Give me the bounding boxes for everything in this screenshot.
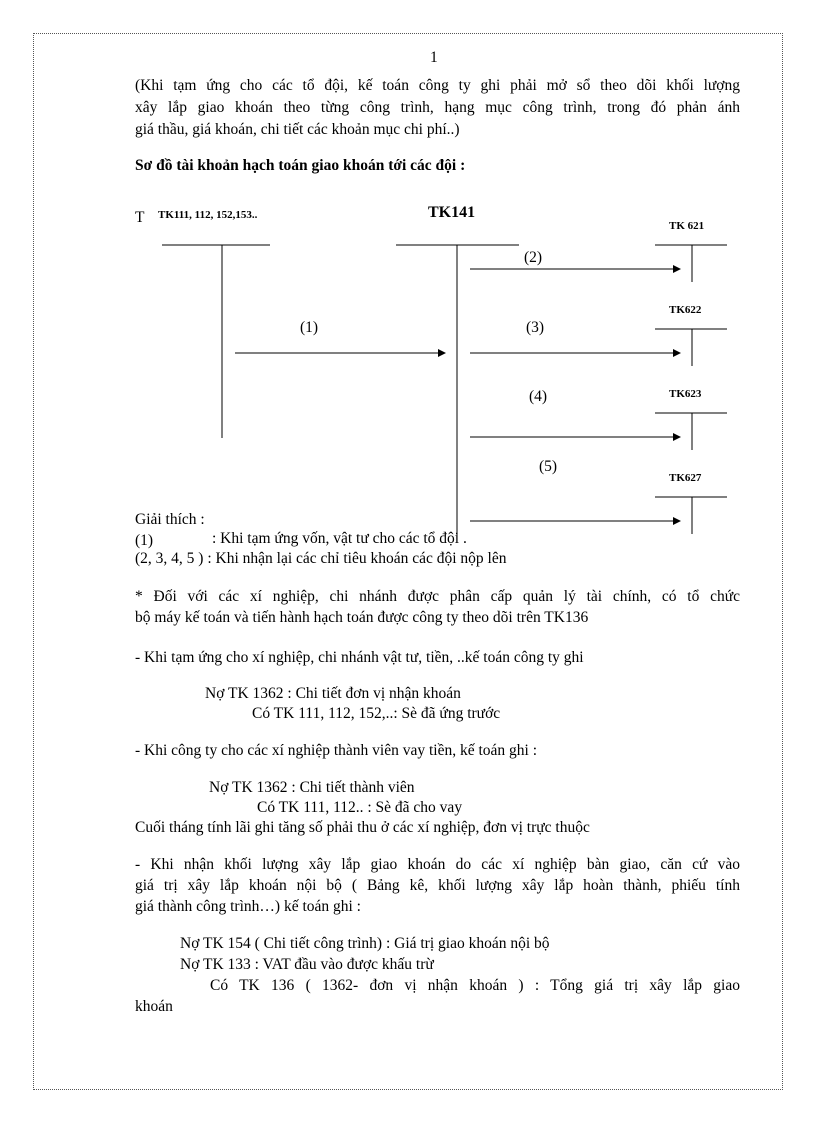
left-prefix: T xyxy=(135,209,145,226)
entry3-credit-cont: khoán xyxy=(135,998,173,1015)
diagram-title: Sơ đồ tài khoản hạch toán giao khoán tới các đội : xyxy=(135,157,466,174)
arrow-label-4: (4) xyxy=(529,388,548,405)
explanation-text-1: : Khi tạm ứng vốn, vật tư cho các tổ đội . xyxy=(212,530,467,547)
intro-line-3: giá thầu, giá khoán, chi tiết các khoản mục chi phí..) xyxy=(135,121,460,138)
handover-line-2: giá trị xây lắp khoán nội bộ ( Bảng kê, khối lượng xây lắp hoàn thành, phiếu tính xyxy=(135,877,740,894)
entry2-credit: Có TK 111, 112.. : Sè đã cho vay xyxy=(257,799,463,816)
entry1-credit: Có TK 111, 112, 152,..: Sè đã ứng trước xyxy=(252,705,501,722)
entry3-debit-2: Nợ TK 133 : VAT đầu vào được khấu trừ xyxy=(180,956,434,973)
explanation-line-2: (2, 3, 4, 5 ) : Khi nhận lại các chỉ tiêu khoán các đội nộp lên xyxy=(135,550,507,567)
arrow-label-5: (5) xyxy=(539,458,558,475)
explanation-heading: Giải thích : xyxy=(135,511,205,528)
handover-line-3: giá thành công trình…) kế toán ghi : xyxy=(135,898,361,915)
page-number: 1 xyxy=(430,49,438,66)
account-tk621: TK 621 xyxy=(669,220,705,232)
branch-line-2: bộ máy kế toán và tiến hành hạch toán được công ty theo dõi trên TK136 xyxy=(135,609,589,626)
account-tk622: TK622 xyxy=(669,304,702,316)
loan-intro: - Khi công ty cho các xí nghiệp thành viên vay tiền, kế toán ghi : xyxy=(135,742,538,759)
intro-line-2: xây lắp giao khoán theo từng công trình, hạng mục công trình, trong đó phản ánh xyxy=(135,99,740,116)
arrow-label-3: (3) xyxy=(526,319,545,336)
advance-intro: - Khi tạm ứng cho xí nghiệp, chi nhánh vật tư, tiền, ..kế toán công ty ghi xyxy=(135,649,584,666)
intro-line-1: (Khi tạm ứng cho các tổ đội, kế toán công ty ghi phải mở sổ theo dõi khối lượng xyxy=(135,77,740,94)
entry3-credit: Có TK 136 ( 1362- đơn vị nhận khoán ) : Tổng giá trị xây lắp giao xyxy=(210,977,740,994)
explanation-code-1: (1) xyxy=(135,532,154,549)
arrow-label-2: (2) xyxy=(524,249,543,266)
handover-line-1: - Khi nhận khối lượng xây lắp giao khoán do các xí nghiệp bàn giao, căn cứ vào xyxy=(135,856,740,873)
entry3-debit-1: Nợ TK 154 ( Chi tiết công trình) : Giá trị giao khoán nội bộ xyxy=(180,935,550,952)
left-account-label: TK111, 112, 152,153.. xyxy=(158,209,258,221)
account-tk623: TK623 xyxy=(669,388,702,400)
month-end-note: Cuối tháng tính lãi ghi tăng số phải thu ở các xí nghiệp, đơn vị trực thuộc xyxy=(135,819,590,836)
arrow-label-1: (1) xyxy=(300,319,319,336)
branch-line-1: * Đối với các xí nghiệp, chi nhánh được phân cấp quản lý tài chính, có tổ chức xyxy=(135,588,740,605)
entry2-debit: Nợ TK 1362 : Chi tiết thành viên xyxy=(209,779,415,796)
account-tk627: TK627 xyxy=(669,472,702,484)
entry1-debit: Nợ TK 1362 : Chi tiết đơn vị nhận khoán xyxy=(205,685,461,702)
center-account-label: TK141 xyxy=(428,204,476,221)
